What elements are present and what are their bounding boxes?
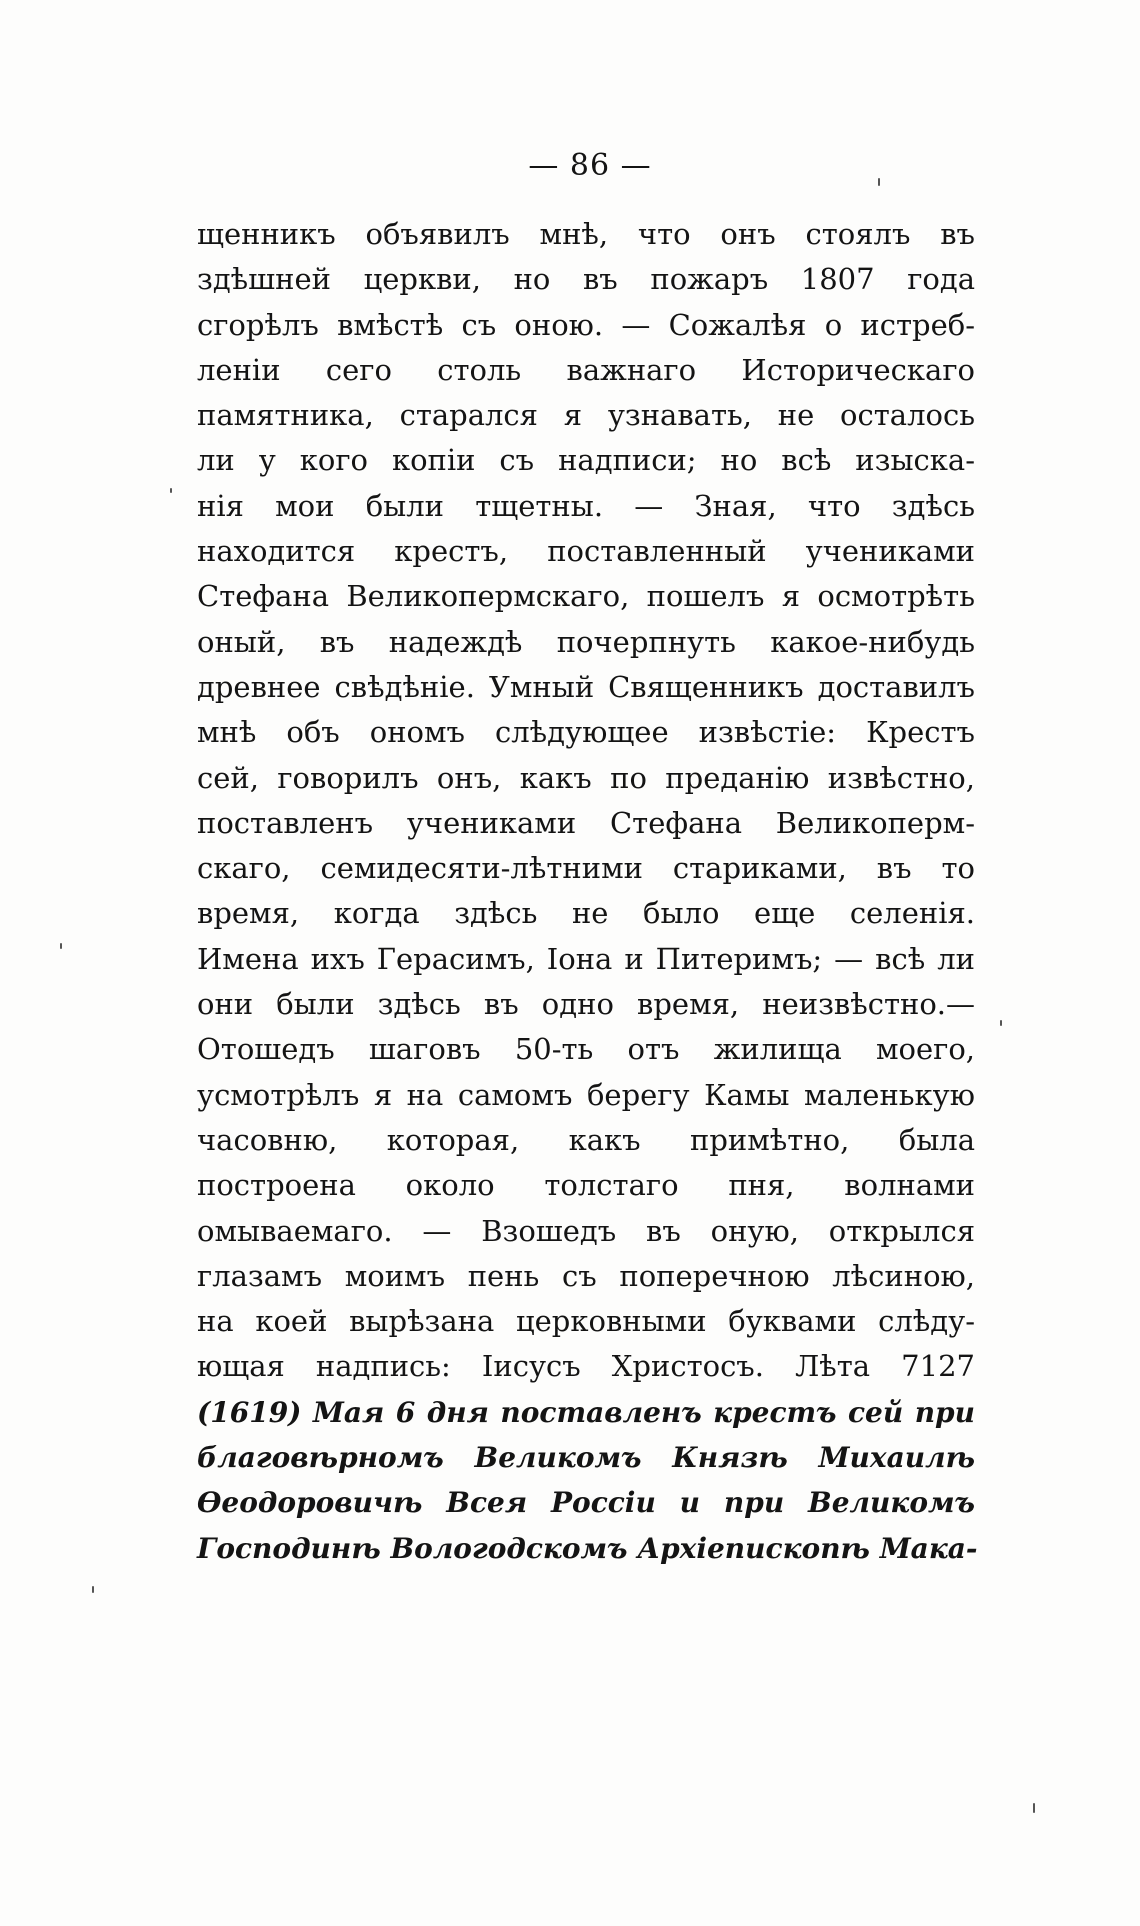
text-line: мнѣ объ ономъ слѣдующее извѣстіе: Крестъ <box>197 715 975 750</box>
text-line: ющая надпись: Іисусъ Христосъ. Лѣта 7127 <box>197 1349 975 1384</box>
inscription-line: благовѣрномъ Великомъ Князѣ Михаилѣ <box>197 1441 975 1475</box>
text-line: сей, говорилъ онъ, какъ по преданію извѣстно, <box>197 760 975 795</box>
scan-speck <box>170 488 172 493</box>
text-line: леніи сего столь важнаго Историческаго <box>197 352 975 387</box>
text-line: сгорѣлъ вмѣстѣ съ оною. — Сожалѣя о истреб- <box>197 307 975 342</box>
inscription-line: Господинѣ Вологодскомъ Архіепископѣ Мака- <box>197 1531 978 1565</box>
text-line: они были здѣсь въ одно время, неизвѣстно.— <box>197 987 975 1022</box>
text-line: часовню, которая, какъ примѣтно, была <box>197 1122 975 1157</box>
text-line: здѣшней церкви, но въ пожаръ 1807 года <box>197 262 975 297</box>
scan-speck <box>60 943 62 949</box>
text-line: усмотрѣлъ я на самомъ берегу Камы маленькую <box>197 1077 975 1112</box>
text-line: находится крестъ, поставленный учениками <box>197 534 975 569</box>
text-line: Имена ихъ Герасимъ, Іона и Питеримъ; — всѣ ли <box>197 941 975 976</box>
scan-speck <box>92 1586 94 1593</box>
inscription-line: (1619) Мая 6 дня поставленъ крестъ сей при <box>197 1395 975 1429</box>
text-line: древнее свѣдѣніе. Умный Священникъ доставилъ <box>197 669 975 704</box>
text-line: время, когда здѣсь не было еще селенія. <box>197 896 975 931</box>
text-line: Стефана Великопермскаго, пошелъ я осмотрѣть <box>197 579 975 614</box>
page-number: — 86 — <box>528 148 652 183</box>
text-line: омываемаго. — Взошедъ въ оную, открылся <box>197 1213 975 1248</box>
text-line: памятника, старался я узнавать, не осталось <box>197 398 975 433</box>
text-line: построена около толстаго пня, волнами <box>197 1168 975 1203</box>
text-line: Отошедъ шаговъ 50-ть отъ жилища моего, <box>197 1032 975 1067</box>
inscription-line: Ѳеодоровичѣ Всея Россіи и при Великомъ <box>197 1486 975 1520</box>
text-line: поставленъ учениками Стефана Великоперм- <box>197 805 975 840</box>
body-text <box>197 212 978 1571</box>
text-line: на коей вырѣзана церковными буквами слѣду- <box>197 1304 975 1339</box>
scan-speck <box>1000 1020 1002 1026</box>
scan-speck <box>878 178 880 186</box>
scan-speck <box>1033 1803 1035 1813</box>
text-line: ли у кого копіи съ надписи; но всѣ изыска- <box>197 443 975 478</box>
text-line: оный, въ надеждѣ почерпнуть какое-нибудь <box>197 624 975 659</box>
text-line: щенникъ объявилъ мнѣ, что онъ стоялъ въ <box>197 217 975 251</box>
text-line: скаго, семидесяти-лѣтними стариками, въ то <box>197 851 975 886</box>
text-line: глазамъ моимъ пень съ поперечною лѣсиною, <box>197 1258 975 1293</box>
text-line: нія мои были тщетны. — Зная, что здѣсь <box>197 488 975 523</box>
